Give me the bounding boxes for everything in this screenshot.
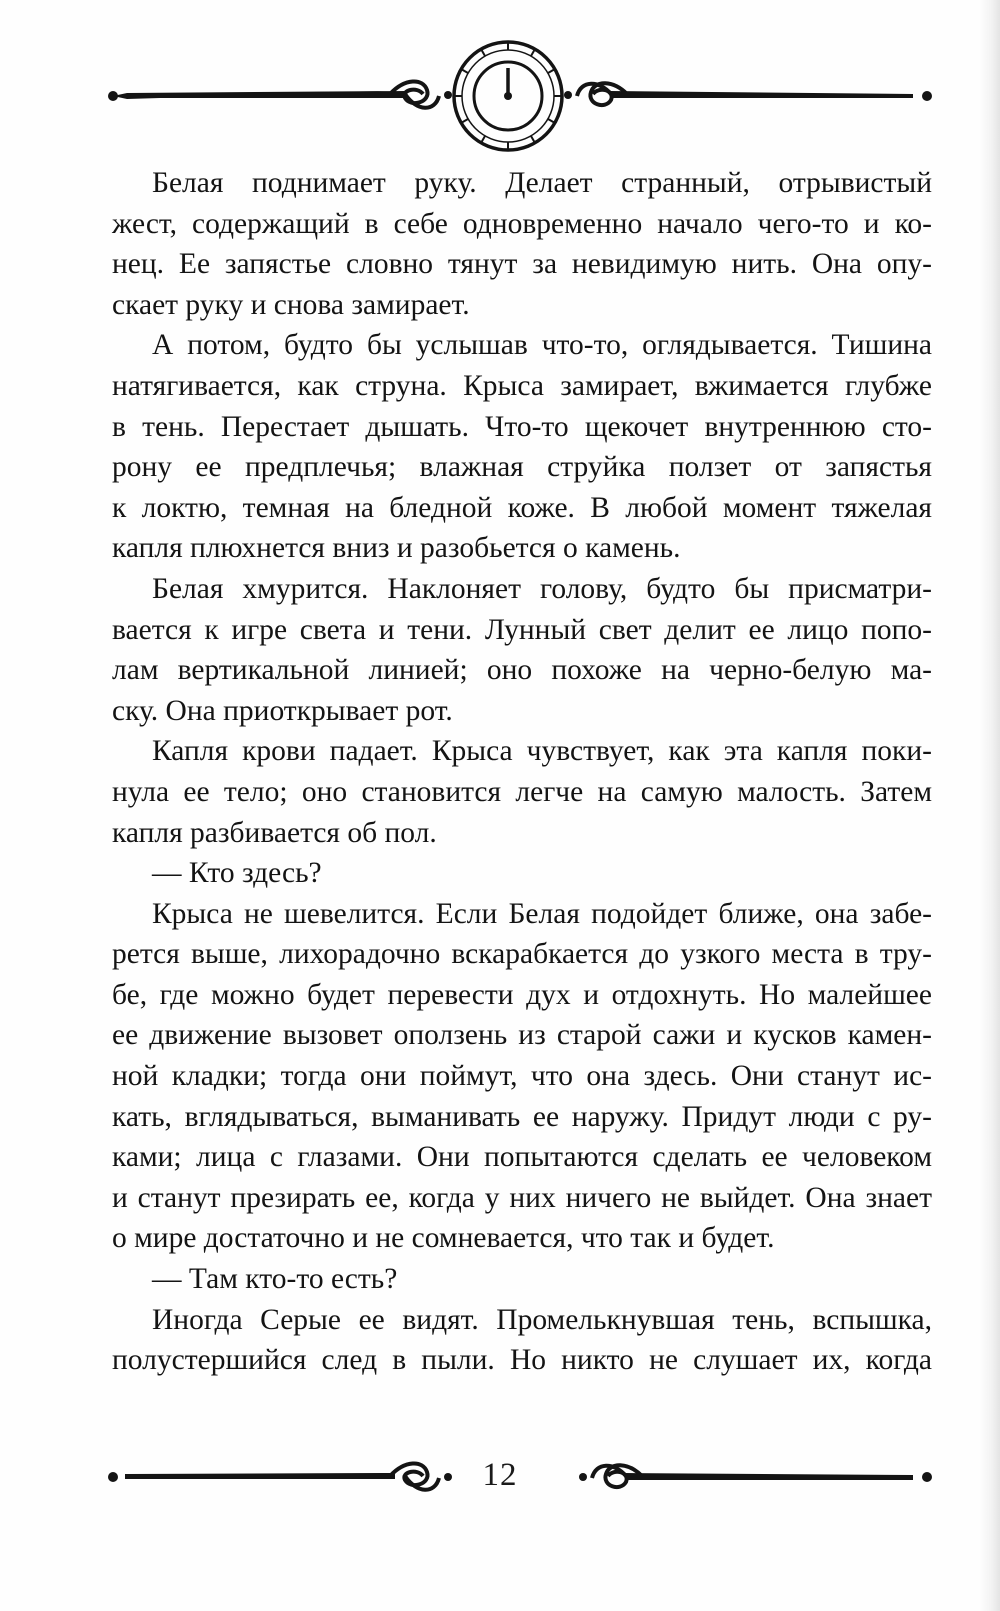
text-line: ками; лица с глазами. Они попытаются сделать ее человеком — [112, 1141, 932, 1174]
page-body-text — [112, 163, 932, 1381]
text-line: кать, вглядываться, выманивать ее наружу. Придут люди с ру- — [112, 1100, 932, 1133]
text-line: жест, содержащий в себе одновременно начало чего-то и ко- — [112, 207, 932, 240]
text-line: рется выше, лихорадочно вскарабкается до узкого места в тру- — [112, 938, 932, 971]
text-line: вается к игре света и тени. Лунный свет делит ее лицо попо- — [112, 613, 932, 646]
text-line: — Там кто-то есть? — [152, 1263, 398, 1296]
text-line: в тень. Перестает дышать. Что-то щекочет внутреннюю сто- — [112, 410, 932, 443]
text-line: бе, где можно будет перевести дух и отдохнуть. Но малейшее — [112, 978, 932, 1011]
text-line: о мире достаточно и не сомневается, что так и будет. — [112, 1222, 775, 1255]
text-line: нула ее тело; оно становится легче на самую малость. Затем — [112, 775, 932, 808]
page-edge-shadow — [978, 0, 1000, 1611]
text-line: Капля крови падает. Крыса чувствует, как эта капля поки- — [152, 735, 932, 768]
text-line: ску. Она приоткрывает рот. — [112, 694, 453, 727]
text-line: нец. Ее запястье словно тянут за невидимую нить. Она опу- — [112, 248, 932, 281]
text-line: Иногда Серые ее видят. Промелькнувшая тень, вспышка, — [152, 1303, 932, 1336]
text-line: скает руку и снова замирает. — [112, 288, 470, 321]
header-ornament — [105, 34, 935, 154]
text-line: лам вертикальной линией; оно похоже на черно-белую ма- — [112, 654, 932, 687]
text-line: А потом, будто бы услышав что-то, оглядывается. Тишина — [152, 329, 932, 362]
text-line: Крыса не шевелится. Если Белая подойдет ближе, она забе- — [152, 897, 932, 930]
text-line: рону ее предплечья; влажная струйка ползет от запястья — [112, 451, 932, 484]
clock-ornament-icon — [105, 34, 935, 154]
text-line: ее движение вызовет оползень из старой сажи и кусков камен- — [112, 1019, 932, 1052]
text-line: Белая поднимает руку. Делает странный, отрывистый — [152, 167, 932, 199]
text-line: к локтю, темная на бледной коже. В любой момент тяжелая — [112, 491, 932, 524]
text-line: — Кто здесь? — [152, 857, 322, 890]
text-line: полустершийся след в пыли. Но никто не слушает их, когда — [112, 1344, 932, 1377]
text-line: капля плюхнется вниз и разобьется о камень. — [112, 532, 681, 565]
text-line: ной кладки; тогда они поймут, что она здесь. Они станут ис- — [112, 1060, 932, 1093]
text-line: капля разбивается об пол. — [112, 816, 437, 849]
text-line: Белая хмурится. Наклоняет голову, будто бы присматри- — [152, 572, 932, 605]
text-line: натягивается, как струна. Крыса замирает, вжимается глубже — [112, 369, 932, 402]
page-number: 12 — [482, 1457, 518, 1493]
text-line: и станут презирать ее, когда у них ничего не выйдет. Она знает — [112, 1181, 932, 1214]
